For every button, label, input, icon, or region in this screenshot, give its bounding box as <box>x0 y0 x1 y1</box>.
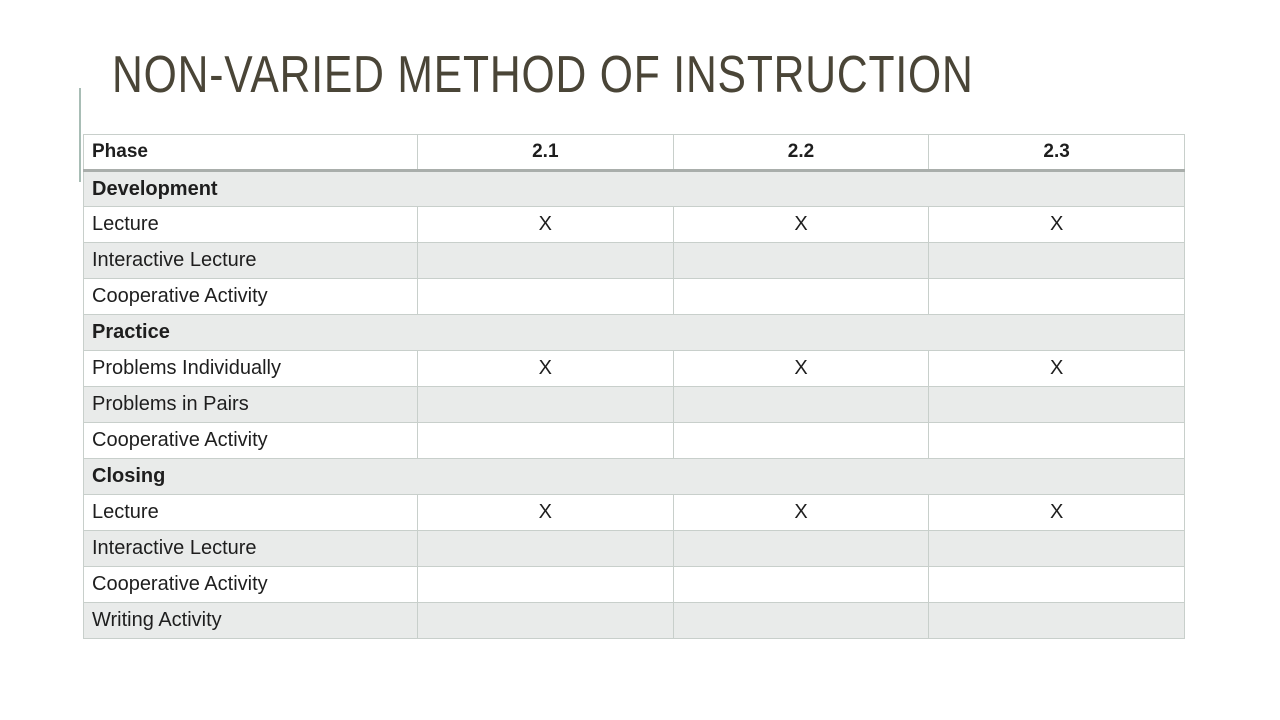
table-row <box>84 603 1185 639</box>
cell-mark <box>929 243 1185 279</box>
header-2-2: 2.2 <box>673 135 929 171</box>
cell-mark <box>418 423 674 459</box>
row-label: Interactive Lecture <box>84 243 418 279</box>
table-row <box>84 495 1185 531</box>
cell-mark <box>418 387 674 423</box>
slide-title: NON-VARIED METHOD OF INSTRUCTION <box>112 46 974 104</box>
cell-mark: X <box>418 495 674 531</box>
table-row <box>84 567 1185 603</box>
section-row <box>84 459 1185 495</box>
row-label: Interactive Lecture <box>84 531 418 567</box>
cell-mark <box>418 567 674 603</box>
cell-mark <box>673 243 929 279</box>
cell-mark <box>929 603 1185 639</box>
table-row <box>84 279 1185 315</box>
header-phase: Phase <box>84 135 418 171</box>
cell-mark <box>673 387 929 423</box>
table-row <box>84 423 1185 459</box>
section-label: Practice <box>84 315 1185 351</box>
table-row <box>84 351 1185 387</box>
row-label: Writing Activity <box>84 603 418 639</box>
table-body <box>84 171 1185 639</box>
header-2-3: 2.3 <box>929 135 1185 171</box>
instruction-methods-table <box>83 134 1185 639</box>
table-row <box>84 243 1185 279</box>
row-label: Problems in Pairs <box>84 387 418 423</box>
cell-mark: X <box>418 207 674 243</box>
instruction-table-container <box>83 134 1184 639</box>
header-2-1: 2.1 <box>418 135 674 171</box>
cell-mark: X <box>418 351 674 387</box>
cell-mark: X <box>929 495 1185 531</box>
table-header-row <box>84 135 1185 171</box>
cell-mark: X <box>929 207 1185 243</box>
table-row <box>84 531 1185 567</box>
section-label: Closing <box>84 459 1185 495</box>
cell-mark <box>673 603 929 639</box>
cell-mark <box>418 603 674 639</box>
cell-mark <box>929 531 1185 567</box>
cell-mark <box>929 279 1185 315</box>
section-label: Development <box>84 171 1185 207</box>
row-label: Cooperative Activity <box>84 567 418 603</box>
cell-mark <box>418 531 674 567</box>
section-row <box>84 171 1185 207</box>
cell-mark <box>929 567 1185 603</box>
row-label: Problems Individually <box>84 351 418 387</box>
cell-mark <box>929 387 1185 423</box>
cell-mark <box>673 423 929 459</box>
cell-mark <box>673 567 929 603</box>
cell-mark <box>673 531 929 567</box>
row-label: Lecture <box>84 495 418 531</box>
row-label: Cooperative Activity <box>84 423 418 459</box>
cell-mark: X <box>929 351 1185 387</box>
cell-mark: X <box>673 495 929 531</box>
title-accent-line <box>79 88 81 182</box>
cell-mark <box>418 279 674 315</box>
cell-mark: X <box>673 207 929 243</box>
table-row <box>84 387 1185 423</box>
cell-mark <box>673 279 929 315</box>
cell-mark <box>418 243 674 279</box>
row-label: Lecture <box>84 207 418 243</box>
cell-mark: X <box>673 351 929 387</box>
row-label: Cooperative Activity <box>84 279 418 315</box>
cell-mark <box>929 423 1185 459</box>
section-row <box>84 315 1185 351</box>
table-row <box>84 207 1185 243</box>
